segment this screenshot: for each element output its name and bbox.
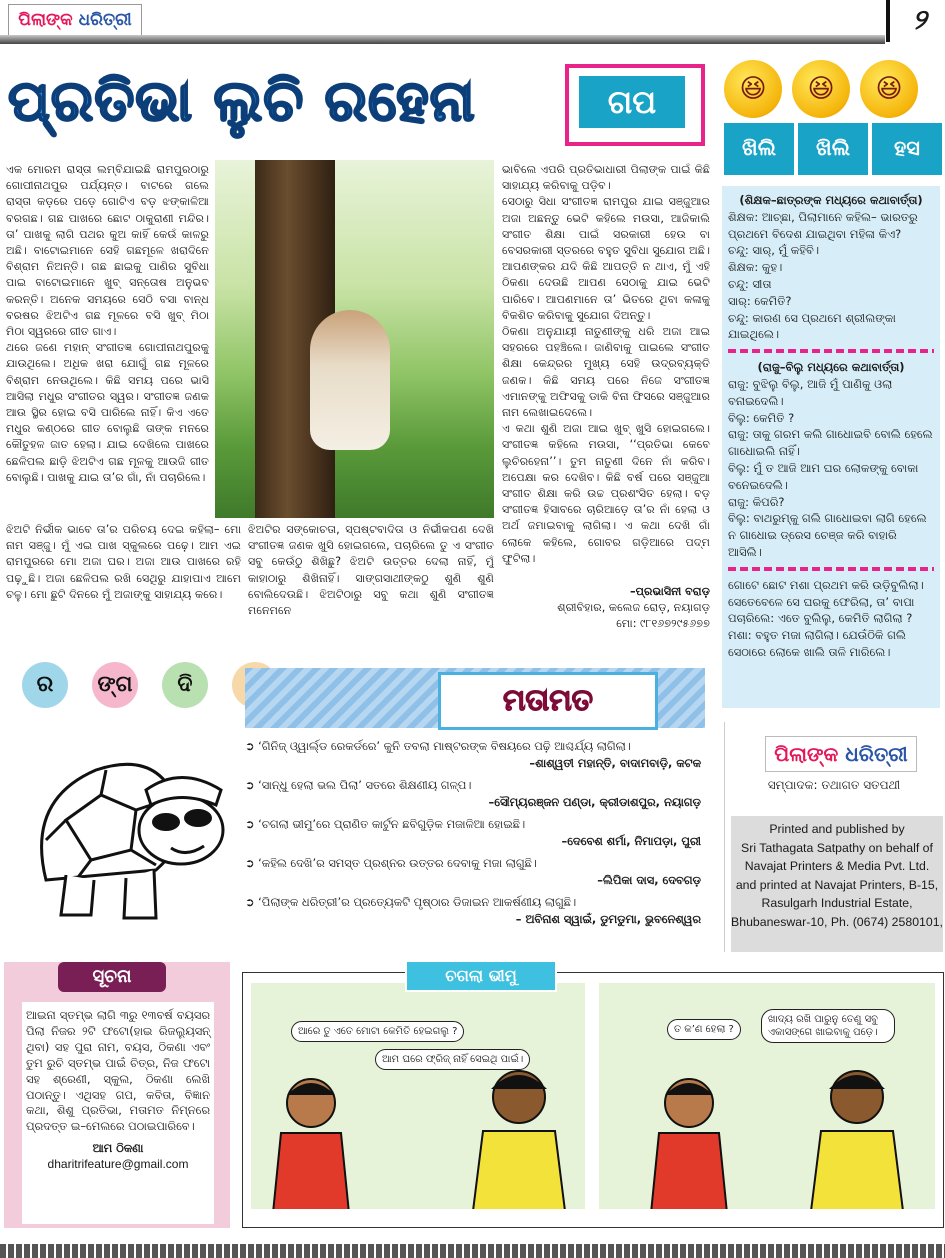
logo-part2: ଧରିତ୍ରୀ [78,10,132,30]
notice-box [4,962,230,1228]
story-author: –ପ୍ରଭାସିନୀ ବରାଡ଼ [630,585,710,598]
opinion-text: ➲ ‘ଚଗଲା ଭୀମୁ’ରେ ପ୍ରାଣିତ କାର୍ଟୁନ ଛବିଗୁଡ଼ିକ ମଜାଳିଆ ହୋଇଛି। [245,817,526,831]
story-paragraph: ସେଠାରୁ ସିଧା ସଂଗୀତଜ୍ଞ ରାମପୁର ଯାଇ ସଞ୍ଜୁଆର ଅଜା ଅଛନ୍ତୁ ଭେଟି କହିଲେ ମଉସା, ଆଜିକାଲି ସଂଗୀତ ଶିକ୍ଷା ପାଇଁ ସରକାରୀ ହେଉ ବା ବେସରକାରୀ ସ୍ତରରେ ବହୁତ ସୁବିଧା ସୁଯୋଗ ଅଛି। ଆପଣଙ୍କର ଯଦି କିଛି ଆପତ୍ତି ନ ଥାଏ, ମୁଁ ଏହି ଠିକଣା ଦେଉଛି ଆପଣ ସେଠାକୁ ଯାଇ ଭେଟି ପାରିବେ। ଆପଣମାନେ ତା’ ଭିତରେ ଥିବା କଳାକୁ ବିକଶିତ କରିବାକୁ ସୁଯୋଗ ଦିଅନ୍ତୁ। [502,195,710,322]
opinion-text: ➲ ‘ସାନ୍ଧୁ ହେଲା ଭଲ ପିଲା’ ସତରେ ଶିକ୍ଷଣୀୟ ଗଳ୍ପ। [245,778,472,792]
jokes-block-title: (ଶିକ୍ଷକ–ଛାତ୍ରଙ୍କ ମଧ୍ୟରେ କଥାବାର୍ତ୍ତା) [739,193,923,207]
story-paragraph: ଭାବିଲେ ଏପରି ପ୍ରତିଭାଧାରୀ ପିଲାଙ୍କ ପାଇଁ କିଛି ସାହାଯ୍ୟ କରିବାକୁ ପଡ଼ିବ। [502,163,710,193]
printed-by: Printed and published by Sri Tathagata Satpathy on behalf of Navajat Printers & Media Pvt. Ltd. and printed at Navajat Printers, B-15, Rasulgarh Industrial Estate, Bhubaneswar-10, Ph. (0674) 2580101, [731,816,943,952]
story-byline [502,584,710,636]
joke-line: ରାଜୁ: ତାକୁ ଗରମ କଲି ଗାଧୋଇବି ବୋଲି ହେଲେ ଗାଧୋଇଲି ନାହିଁ। [728,427,933,459]
joke-line: ଚନ୍ଦୁ: କାରଣ ସେ ପ୍ରଥମେ ଶ୍ରୀଲଙ୍କା ଯାଇଥିଲେ। [728,310,896,342]
notice-body: ଆଇନା ସ୍ତମ୍ଭ ଲାଗି ୩ରୁ ୧୩ବର୍ଷ ବୟସର ପିଲା ନିଜର ୨ଟି ଫଟୋ(ହାଇ ରିଜଲ୍ୟୁସନ୍ ଥିବା) ସହ ପୁରା ନାମ, ବୟସ, ଠିକଣା ଏବଂ ତୁମ ରୁଚି ସ୍ତମ୍ଭ ପାଇଁ ଚିତ୍ର, ନିଜ ଫଟୋ ସହ ଶ୍ରେଣୀ, ସ୍କୁଲ, ଠିକଣା ଲେଖି ପଠାନ୍ତୁ। ଏଥିସହ ଗପ, କବିତା, ବିଜ୍ଞାନ କଥା, ଶିଶୁ ପ୍ରତିଭା, ମତାମତ ନିମ୍ନରେ ପ୍ରଦତ୍ତ ଇ–ମେଲରେ ପଠାଇପାରିବେ। ଆମ ଠିକଣା dharitrifeature@gmail.com [22,1002,214,1224]
jokes-divider [728,349,934,353]
opinion-author: –ଲିପିକା ଦାସ, ଦେବଗଡ଼ [597,872,701,887]
joke-line: ମଶା: ବହୁତ ମଜା ଲାଗିଲା। ଯେଉଁଠିକି ଗଲି ସେଠାରେ ଲୋକେ ଖାଲି ତାଳି ମାରିଲେ। [728,628,906,659]
boy-red-shirt-icon [639,1073,739,1209]
story-paragraph: ଥରେ ଜଣେ ମହାନ୍ ସଂଗୀତଜ୍ଞ ଗୋପୀନାଥପୁରକୁ ଯାଉଥିଲେ। ଅଧିକ ଖରା ଯୋଗୁଁ ଗଛ ମୂଳରେ ବିଶ୍ରାମ ନେଉଥିଲେ। କିଛି ସମୟ ପରେ ଭାସି ଆସିଲା ମଧୁର ସଂଗୀତର ସ୍ୱର। ସଂଗୀତଜ୍ଞ ଜଣକ ଆଉ ସ୍ଥିର ହୋଇ ବସି ପାରିଲେ ନାହିଁ। କିଏ ଏତେ ମଧୁର କଣ୍ଠରେ ଗୀତ ବୋଲୁଛି ତାଙ୍କ ମନରେ କୌତୁହଳ ଜାତ ହେଲା। ଯାଇ ଦେଖିଲେ ପାଖରେ ଛେଳିପଲ ଛାଡ଼ି ଝିଅଟିଏ ଗଛ ମୂଳକୁ ଆଉଜି ଗୀତ ବୋଲୁଛି। ପାଖକୁ ଯାଇ ତା’ର ଗାଁ, ନାଁ ପଚାରିଲେ। [6,341,209,484]
imprint-box [724,722,943,952]
jokes-section-title [722,121,944,173]
jokes-title-word: ଖିଲି [796,121,870,177]
letter-circle: ଦି [162,662,208,708]
opinion-author: –ସୌମ୍ୟରଞ୍ଜନ ପଣ୍ଡା, କ୍ରୀଡାଶପୁର, ନୟାଗଡ଼ [488,794,701,809]
logo-part1: ପିଲାଙ୍କ [18,10,73,30]
story-column-3 [502,162,710,602]
story-paragraph: ଝିଅଟିର ସଙ୍କୋଚତା, ସ୍ପଷ୍ଟବାଦିତା ଓ ନିର୍ଭୀକପଣ ଦେଖି ସଂଗୀତଜ୍ଞ ଜଣକ ଖୁସି ହୋଇଗଲେ, ପଚାରିଲେ ତୁ ଏ ସଂଗୀତ ସବୁ କେଉଁଠୁ ଶିଖିଛୁ? ଝିଅଟି ଉତ୍ତର ଦେଲା ନାହିଁ, ମୁଁ କାହାଠାରୁ ଶିଖିନାହିଁ। ସାଙ୍ଗସାଥୀଙ୍କଠୁ ଶୁଣି ଶୁଣି ବୋଲିଦେଉଛି। ଝିଅଟିଠାରୁ ସବୁ କଥା ଶୁଣି ସଂଗୀତଜ୍ଞ ମନେମନେ [248,523,494,618]
editor-line: ସମ୍ପାଦକ: ତଥାଗତ ସତପଥୀ [767,778,901,792]
opinion-text: ➲ ‘ଗିନିଜ୍ ଓ୍ୱାର୍ଲ୍ଡ ରେକର୍ଡରେ’ କୁନି ତବଲା ମାଷ୍ଟରଙ୍କ ବିଷୟରେ ପଢ଼ି ଆଶ୍ଚର୍ଯ୍ୟ ଲାଗିଲା। [245,739,631,753]
boy-yellow-shirt-icon [799,1061,909,1209]
joke-line: ଶିକ୍ଷକ: କୁହ। [728,260,783,275]
letter-circle: ର [22,662,68,708]
page-number: ୨ [886,0,945,42]
joke-line: ବିଲୁ: ବାଥରୁମ୍‌କୁ ଗଲି ଗାଧୋଇବା ଲାଗି ହେଲେ ନ ଗାଧୋଇ ଡ୍ରେସ ଚେଞ୍ଜ କରି ବାହାରି ଆସିଲି। [728,511,927,559]
opinions-header [390,668,700,728]
speech-bubble: ଆମ ଘରେ ଫ୍ରିଜ୍ ନାହିଁ ସେଇଥି ପାଇଁ। [375,1049,530,1070]
speech-bubble: ତ କ’ଣ ହେଲା ? [667,1019,741,1040]
comic-panel-2 [599,983,935,1209]
joke-line: ଚନ୍ଦୁ: ସାର୍, ମୁଁ କହିବି। [728,243,820,258]
jokes-title-word: ଖିଲି [722,121,796,177]
comic-title: ଚଗଲା ଭୀମୁ [405,960,557,992]
opinions-list [245,738,705,933]
opinions-title: ମତାମତ [438,672,658,730]
story-photo [215,160,494,518]
story-badge [565,64,705,146]
joke-line: ବିଲୁ: ମୁଁ ତ ଆଜି ଆମ ଘର ଲୋକଙ୍କୁ ବୋକା ବନେଇଦେଲି। [728,460,919,492]
joke-line: ସାର୍: କେମିତି? [728,293,792,308]
opinion-author: –ଶାଶ୍ୱତୀ ମହାନ୍ତି, ବାଦାମବାଡ଼ି, କଟକ [529,755,701,770]
story-paragraph: ଠିକଣା ଅନୁଯାୟୀ ନାତୁଣୀଙ୍କୁ ଧରି ଅଜା ଆଇ ସହରରେ ପହଞ୍ଚିଲେ। ଜାଣିବାକୁ ପାଇଲେ ସଂଗୀତ ଶିକ୍ଷା କେନ୍ଦ୍ରର ମୁଖ୍ୟ ସେହି ଉଦ୍ରବ୍ୟକ୍ତି ଜଣକ। କିଛି ସମୟ ପରେ ନିଜେ ସଂଗୀତଜ୍ଞ ଏମାନଙ୍କୁ ଅଫିସକୁ ଡାକି ବିନା ଫିସରେ ସଞ୍ଜୁଆର ନାମ ଲେଖାଇଦେଲେ। [502,325,710,420]
story-paragraph: ଏ କଥା ଶୁଣି ଅଜା ଆଇ ଖୁବ୍ ଖୁସି ହୋଇଗଲେ। ସଂଗୀତଜ୍ଞ କହିଲେ ମଉସା, ‘‘ପ୍ରତିଭା କେବେ ଲୁଚିରହେନା’’। ତୁମ ନାତୁଣୀ ଦିନେ ନାଁ କରିବ। ଅପେକ୍ଷା କର ଦେଖିବ। କିଛି ବର୍ଷ ପରେ ସଞ୍ଜୁଆ ସଂଗୀତ ଶିକ୍ଷା କରି ଉଚ୍ଚ ପ୍ରଶଂସିତ ହେଲା। ବଡ଼ ସଂଗୀତଜ୍ଞ ହିସାବରେ ଚାରିଆଡ଼େ ତା’ର ନାଁ ହେଲା ଓ ଅର୍ଥ ଜମାଇବାକୁ ଲାଗିଲା। ଏ କଥା ଦେଖି ଗାଁ ଲୋକେ କହିଲେ, ଗୋବର ଗଡ଼ିଆରେ ପଦ୍ମ ଫୁଟିଲା। [502,422,710,565]
coloring-section [0,650,240,950]
letter-circle: ଙ୍ଗ [92,662,138,708]
jokes-divider [728,567,934,571]
notice-email[interactable]: dharitrifeature@gmail.com [47,1157,189,1172]
header-rule [0,35,885,44]
smiley-row [724,60,944,120]
joke-line: ଚନ୍ଦୁ: ସୀତା [728,276,772,291]
masthead-logo [8,4,142,36]
boy-yellow-shirt-icon [461,1061,571,1209]
turtle-coloring-icon [6,710,238,950]
story-phone: ମୋ: ୯୮୧୬୭୨୯୫୬୭୭ [616,617,710,631]
imprint-logo: ପିଲାଙ୍କ ଧରିତ୍ରୀ [765,736,917,772]
comic-strip [242,972,944,1228]
jokes-box [722,186,940,708]
joke-line: ଶିକ୍ଷକ: ଆଚ୍ଛା, ପିଲାମାନେ କହିଲ– ଭାରତରୁ ପ୍ରଥମେ ବିଦେଶ ଯାଇଥିବା ମହିଳା କିଏ? [728,209,918,241]
speech-bubble: ଆରେ ତୁ ଏତେ ମୋଟା କେମିତି ହେଇଗଲୁ ? [291,1021,464,1042]
joke-line: ଗୋଟେ ଛୋଟ ମଶା ପ୍ରଥମ କରି ଉଡ଼ିବୁଲିଲା। ସେତେବେଳେ ସେ ଘରକୁ ଫେରିଲା, ତା’ ବାପା ପଚାରିଲେ: ଏତେ ବୁଲିଲୁ, କେମିତି ଲାଗିଲା ? [728,577,924,626]
story-paragraph: ଏକ ମୋରମ ରାସ୍ତା ଲମ୍ବିଯାଇଛି ରାମପୁରଠାରୁ ଗୋପୀନାଥପୁର ପର୍ଯ୍ୟନ୍ତ। ବାଟରେ ଗଲେ ରାସ୍ତା କଡ଼ରେ ପଡ଼େ ଗୋଟିଏ ବଡ଼ ଝଙ୍କାଳିଆ ବରଗଛ। ଗଛ ପାଖରେ ଛୋଟ ଠାକୁରାଣୀ ମନ୍ଦିର। ତା’ ପାଖକୁ ଲାଗି ପଥର କୁଅ କାହିଁ କେଉଁ କାଳରୁ ଅଛି। ବାଟୋଇମାନେ ସେହି ଗଛମୂଳେ ଖରାଦିନେ ବିଶ୍ରାମ ନିଅନ୍ତି। ଗଛ ଛାଇକୁ ପାଣିର ସୁବିଧା ପାଇ ବାଟୋଇମାନେ ଖୁବ୍ ସନ୍ତୋଷ ଅନୁଭବ କରନ୍ତି। ଅନେକ ସମୟରେ ସେଠି ବସା ବାନ୍ଧ ବରଷର ଝିଅଟିଏ ଗଛ ମୂଳରେ ବସି ଖୁବ୍ ମିଠା ମିଠା ସ୍ୱରରେ ଗୀତ ଗାଏ। [6,163,209,339]
opinion-text: ➲ ‘କହିଲ ଦେଖି’ର ସମସ୍ତ ପ୍ରଶ୍ନର ଉତ୍ତର ଦେବାକୁ ମଜା ଲାଗୁଛି। [245,856,537,870]
laughing-smiley-icon: 😆 [860,60,918,118]
story-badge-label: ଗପ [579,76,685,128]
girl-figure [310,310,390,450]
opinion-author: –ଦେବେଶ ଶର୍ମା, ନିମାପଡ଼ା, ପୁରୀ [561,833,701,848]
jokes-title-word: ହସ [870,121,944,177]
story-paragraph: ଝିଅଟି ନିର୍ଭୀକ ଭାବେ ତା’ର ପରିଚୟ ଦେଇ କହିଲା– ମୋ ନାମ ସଞ୍ଜୁ। ମୁଁ ଏଇ ପାଖ ସ୍କୁଲରେ ପଢ଼େ। ଆମ ଏଇ ରାମପୁରରେ ମୋ ଅଜା ଘର। ଅଜା ଆଉ ପାଖରେ ରହି ପଢ଼ୁଛି। ଅଜା ଛେଳିପଲ ରଖି ସେଥିରୁ ଯାହାପାଏ ଆମେ ଚଳୁ। ମୋ ଛୁଟି ଦିନରେ ମୁଁ ଅଜାଙ୍କୁ ସାହାଯ୍ୟ କରେ। [6,523,241,601]
laughing-smiley-icon: 😆 [724,60,782,118]
notice-title: ସୂଚନା [58,962,166,992]
boy-red-shirt-icon [261,1073,361,1209]
joke-line: ରାଜୁ: କିପରି? [728,494,785,509]
story-column-1 [6,162,209,518]
jokes-block-title: (ରାଜୁ–ବିଲୁ ମଧ୍ୟରେ କଥାବାର୍ତ୍ତା) [757,360,905,375]
story-bottom-left [6,522,241,634]
joke-line: ବିଲୁ: କେମିତି ? [728,410,795,425]
story-bottom-middle [248,522,494,634]
notice-address-label: ଆମ ଠିକଣା [92,1141,144,1156]
laughing-smiley-icon: 😆 [792,60,850,118]
opinion-author: – ଅବିନାଶ ସ୍ୱାଇଁ, ଡୁମଡୁମା, ଭୁବନେଶ୍ୱର [515,911,701,926]
footer-rule [0,1244,945,1258]
joke-line: ରାଜୁ: ବୁଝିଲୁ ବିଲୁ, ଆଜି ମୁଁ ପାଣିକୁ ଓଲା ବନାଇଦେଲି। [728,376,893,408]
comic-panel-1 [251,983,585,1209]
speech-bubble: ଖାଦ୍ୟ ରଖି ପାରୁନୁ ତେଣୁ ସବୁ ଏକାସଙ୍ଗେ ଖାଇବାକୁ ପଡ଼େ। [761,1009,895,1043]
story-headline: ପ୍ରତିଭା ଲୁଚି ରହେନା [8,69,476,134]
story-address: ଶ୍ରୀବିହାର, କଲେଜ ରୋଡ଼, ନୟାଗଡ଼ [557,601,710,615]
opinion-text: ➲ ‘ପିଲାଙ୍କ ଧରିତ୍ରୀ’ର ପ୍ରତ୍ୟେକଟି ପୃଷ୍ଠାର ଡିଜାଇନ ଆକର୍ଷଣୀୟ ଲାଗୁଛି। [245,895,577,909]
